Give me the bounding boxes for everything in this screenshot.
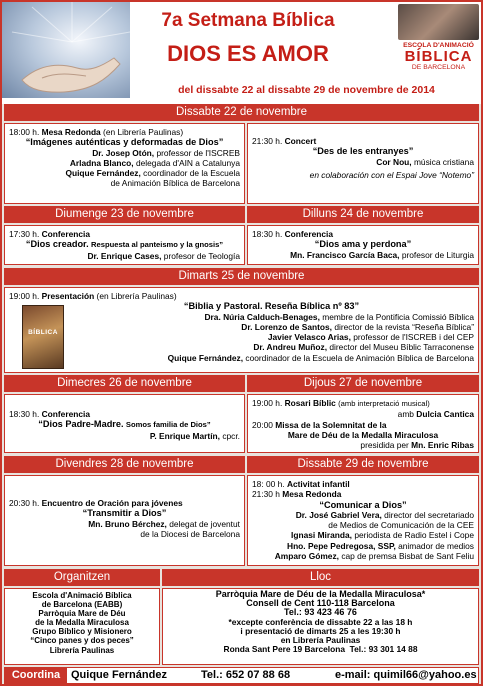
event-mon24-conference: 18:30 h. Conferencia “Dios ama y perdona” Mn. Francisco García Baca, profesor de Liturgia bbox=[247, 225, 479, 265]
day-bar-thu27: Dijous 27 de novembre bbox=[247, 375, 479, 392]
event-sat22-roundtable: 18:00 h. Mesa Redonda (en Librería Paulinas) “Imágenes auténticas y deformadas de Dios” Dr. Josep Otón, professor de l'ISCREB Arladna Blanco, delegada d'AIN a Catalunya Quique Fernández, coordinador de la Escuela de Animación Bíblica de Barcelona bbox=[4, 123, 245, 204]
coordinator-phone: Tel.: 652 07 88 68 bbox=[201, 669, 291, 681]
event-tue25-presentation: 19:00 h. Presentación (en Librería Paulinas) BÍBLICA “Biblia y Pastoral. Reseña Bíblica nº 83” Dra. Núria Calduch-Benages, membre de la Pontificia Comissió Bíblica Dr. Lorenzo de Santos, director de la revista “Reseña Bíblica” Javier Velasco Arias, professor de l'ISCREB i del CEP Dr. Andreu Muñoz, director del Museu Bíblic Tarraconense Quique Fernández, coordinador de la Escuela de Animación Bíblica de Barcelona bbox=[4, 287, 479, 373]
event-location-note: (en Librería Paulinas) bbox=[103, 127, 184, 137]
day-bar-mon24: Dilluns 24 de novembre bbox=[247, 206, 479, 223]
day-bar-sat22: Dissabte 22 de novembre bbox=[4, 104, 479, 121]
event-wed26-conference: 18:30 h. Conferencia “Dios Padre-Madre. Somos familia de Dios” P. Enrique Martín, cpcr. bbox=[4, 394, 245, 453]
coordinator-name: Quique Fernández bbox=[71, 669, 167, 681]
event-type: Mesa Redonda bbox=[41, 127, 101, 137]
section-bar-venue: Lloc bbox=[162, 569, 479, 586]
day-bar-tue25: Dimarts 25 de novembre bbox=[4, 268, 479, 285]
day-bar-wed26: Dimecres 26 de novembre bbox=[4, 375, 245, 392]
logo-line3: DE BARCELONA bbox=[411, 64, 466, 71]
event-sat29-roundtable: 18: 00 h. Activitat infantil 21:30 h Mesa Redonda “Comunicar a Dios” Dr. José Gabriel Vera, director del secretariado de Medios de Comunicación de la CEE Ignasi Miranda, periodista de Radio Estel i Cope Hno. Pepe Pedregosa, SSP, animador de medios Amparo Gómez, cap de premsa Bisbat de Sant Feliu bbox=[247, 475, 479, 566]
event-sat22-concert: 21:30 h. Concert “Des de les entranyes” Cor Nou, música cristiana en colaboración con el Espai Jove “Notemo” bbox=[247, 123, 479, 204]
event-fri28-prayer: 20:30 h. Encuentro de Oración para jóvenes “Transmitir a Dios” Mn. Bruno Bérchez, delegat de joventut de la Diocesi de Barcelona bbox=[4, 475, 245, 566]
logo-line1: ESCOLA D'ANIMACIÓ bbox=[403, 42, 474, 49]
event-title: 7a Setmana Bíblica bbox=[161, 10, 335, 31]
organizers-list: Escola d'Animació Bíblica de Barcelona (EABB) Parròquia Mare de Déu de la Medalla Miraculosa Grupo Bíblico y Misionero “Cinco panes y dos peces” Librería Paulinas bbox=[4, 588, 160, 665]
footer-bar bbox=[4, 667, 479, 684]
event-time: 18:00 h. bbox=[9, 127, 40, 137]
open-hands-icon bbox=[2, 2, 130, 98]
event-dates: del dissabte 22 al dissabte 29 de novembre de 2014 bbox=[178, 84, 435, 96]
day-bar-fri28: Divendres 28 de novembre bbox=[4, 456, 245, 473]
event-sun23-conference: 17:30 h. Conferencia “Dios creador. Respuesta al panteismo y la gnosis” Dr. Enrique Cases, profesor de Teología bbox=[4, 225, 245, 265]
event-quote: “Imágenes auténticas y deformadas de Dios” bbox=[25, 137, 224, 148]
event-subtitle: DIOS ES AMOR bbox=[167, 41, 329, 66]
header-image bbox=[2, 2, 130, 98]
day-bar-sun23: Diumenge 23 de novembre bbox=[4, 206, 245, 223]
logo-line2: BÍBLICA bbox=[404, 48, 473, 65]
footer-label: Coordina bbox=[5, 668, 67, 683]
coordinator-email[interactable]: e-mail: quimil66@yahoo.es bbox=[335, 669, 477, 681]
event-thu27-rosary-mass: 19:00 h. Rosari Bíblic (amb interpretació musical) amb Dulcia Cantica 20:00 Missa de la Solemnitat de la Mare de Déu de la Medalla Miraculosa presidida per Mn. Enric Ribas bbox=[247, 394, 479, 453]
organizer-logo bbox=[398, 4, 479, 78]
book-cover-image: BÍBLICA bbox=[22, 305, 64, 369]
venue-info: Parròquia Mare de Déu de la Medalla Miraculosa* Consell de Cent 110-118 Barcelona Tel.: 93 423 46 76 *excepte conferència de dissabte 22 a las 18 h i presentació de dimarts 25 a les 19:30 h en Librería Paulinas Ronda Sant Pere 19 Barcelona Tel.: 93 301 14 88 bbox=[162, 588, 479, 665]
logo-hands-image bbox=[398, 4, 479, 40]
day-bar-sat29: Dissabte 29 de novembre bbox=[247, 456, 479, 473]
section-bar-organizers: Organitzen bbox=[4, 569, 160, 586]
